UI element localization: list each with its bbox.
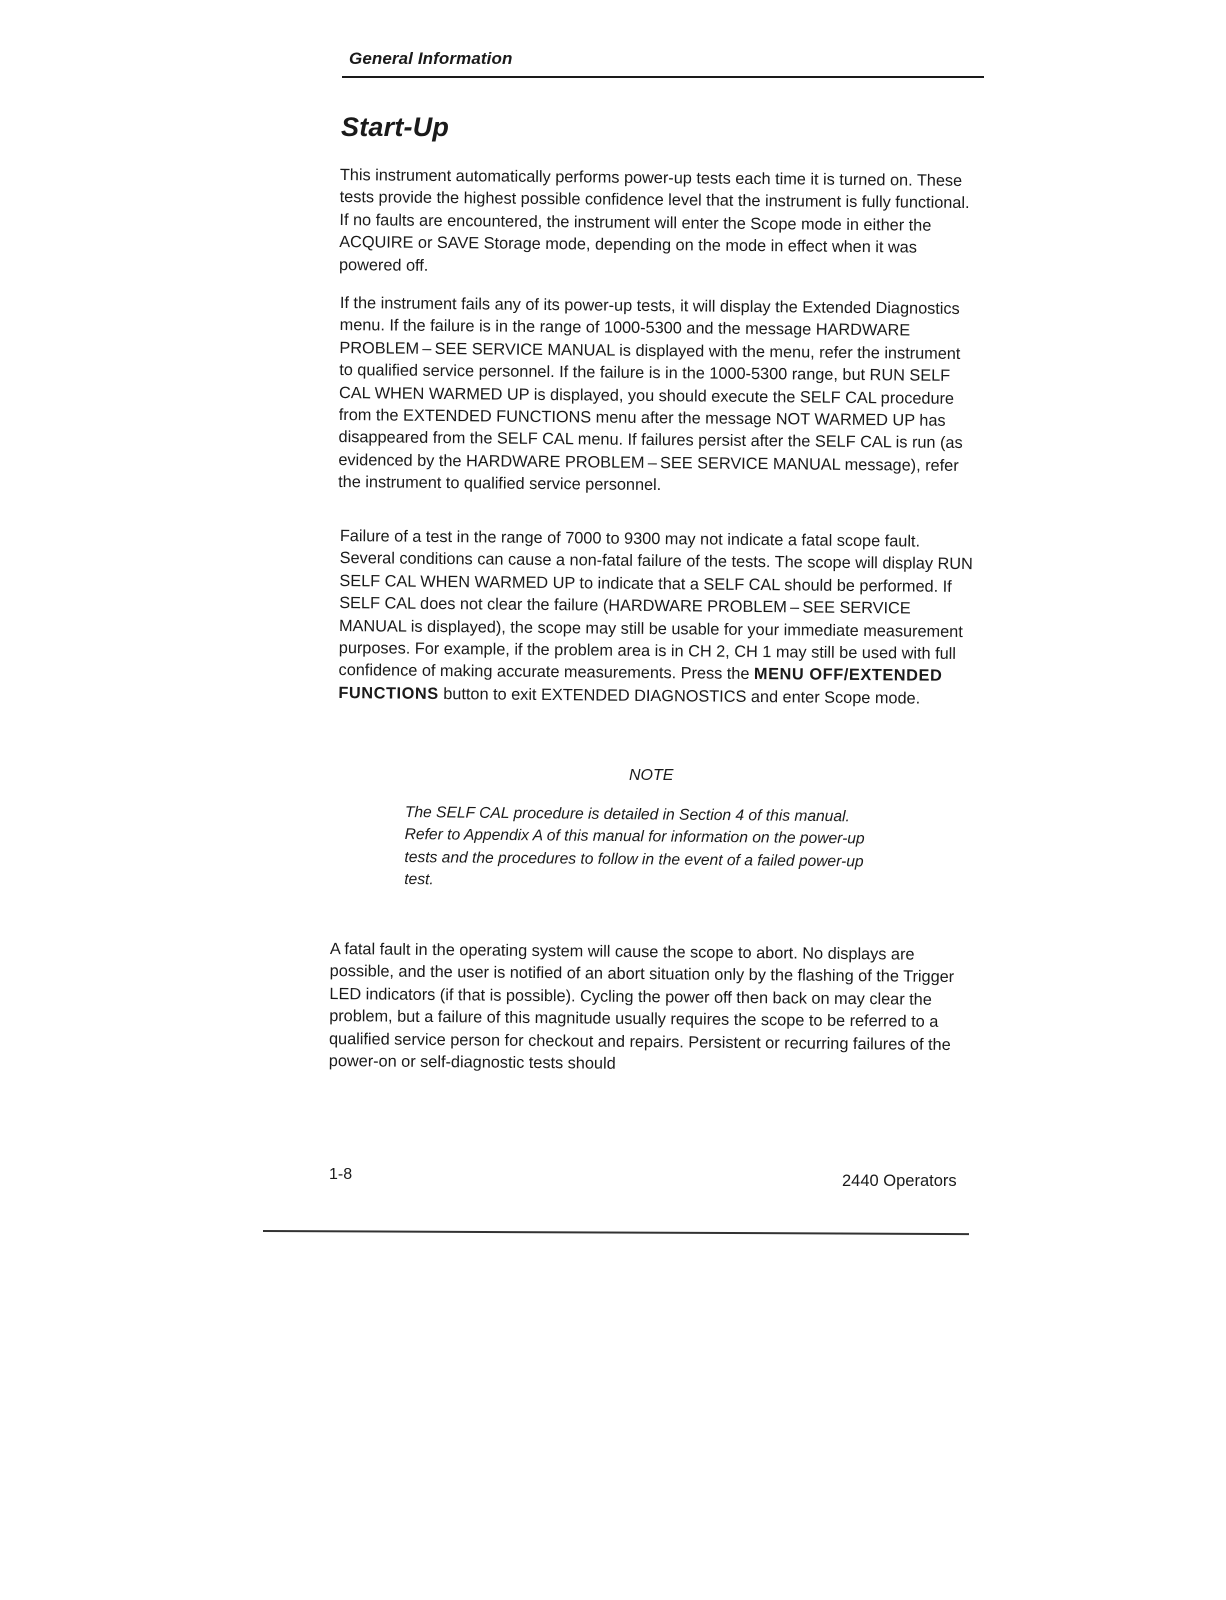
paragraph-fatal-fault: A fatal fault in the operating system will cause the scope to abort. No displays are possible, and the user is notified of an abort situation only by the flashing of the Trigger LED indicators (if that is possible). Cycling the power off then back on may clear the problem, but a failure of this magnitude usually requires the scope to be referred to a qualified service person for checkout and repairs. Persistent or recurring failures of the power-on or self-diagnostic tests should xyxy=(328,939,955,1073)
paragraph-text: button to exit EXTENDED DIAGNOSTICS and enter Scope mode. xyxy=(438,684,921,708)
page-number: 1-8 xyxy=(329,1166,353,1183)
footer-rule xyxy=(263,1230,969,1235)
paragraph-extended-diagnostics: If the instrument fails any of its power-up tests, it will display the Extended Diagnostics menu. If the failure is in the range of 1000-5300 and the message HARDWARE PROBLEM – SEE SERVICE MANUAL is displayed with the menu, refer the instrument to qualified service personnel. If the failure is in the 1000-5300 range, but RUN SELF CAL WHEN WARMED UP is displayed, you should execute the SELF CAL procedure from the EXTENDED FUNCTIONS menu after the message NOT WARMED UP has disappeared from the SELF CAL menu. If failures persist after the SELF CAL is run (as evidenced by the HARDWARE PROBLEM – SEE SERVICE MANUAL message), refer the instrument to qualified service personnel. xyxy=(338,293,963,495)
section-title: Start-Up xyxy=(341,112,450,142)
button-name-term: MENU OFF/EXTENDED FUNCTIONS xyxy=(338,665,943,703)
note-heading: NOTE xyxy=(629,767,674,784)
paragraph-non-fatal-failure xyxy=(338,525,974,710)
note-body: The SELF CAL procedure is detailed in Section 4 of this manual. Refer to Appendix A of this manual for information on the power-up tests and the procedures to follow in the event of a failed power-up test. xyxy=(404,803,865,889)
header-rule xyxy=(342,76,984,78)
manual-title: 2440 Operators xyxy=(842,1172,957,1190)
paragraph-text: Failure of a test in the range of 7000 to 9300 may not indicate a fatal scope fault. Several conditions can cause a non-fatal failure of the tests. The scope will display RUN SELF CAL WHEN WARMED UP to indicate that a SELF CAL should be performed. If SELF CAL does not clear the failure (HARDWARE PROBLEM – SEE SERVICE MANUAL is displayed), the scope may still be usable for your immediate measurement purposes. For example, if the problem area is in CH 2, CH 1 may still be used with full confidence of making accurate measurements. Press the xyxy=(338,526,973,684)
running-header: General Information xyxy=(349,49,513,68)
paragraph-power-up-tests: This instrument automatically performs power-up tests each time it is turned on. These tests provide the highest possible confidence level that the instrument is fully functional. If no faults are encountered, the instrument will enter the Scope mode in either the ACQUIRE or SAVE Storage mode, depending on the mode in effect when it was powered off. xyxy=(338,165,970,275)
